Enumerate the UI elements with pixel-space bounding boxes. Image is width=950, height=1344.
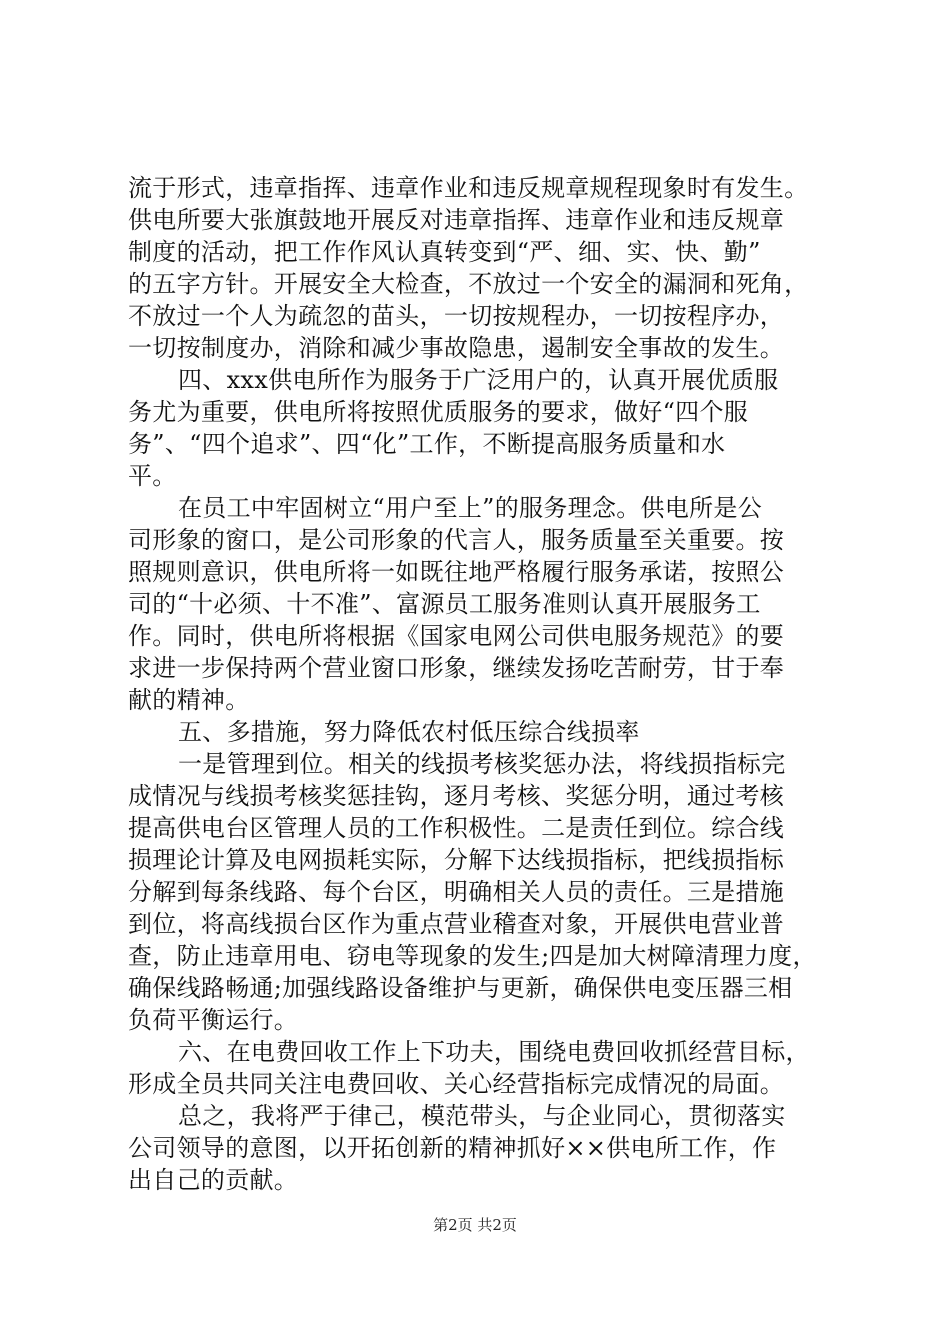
- text-line: 到位，将高线损台区作为重点营业稽查对象，开展供电营业普: [128, 910, 785, 938]
- text-line: 公司领导的意图，以开拓创新的精神抓好××供电所工作，作: [128, 1134, 777, 1162]
- text-line: 平。: [128, 462, 177, 490]
- text-line: 分解到每条线路、每个台区，明确相关人员的责任。三是措施: [128, 878, 785, 906]
- text-line: 的五字方针。开展安全大检查，不放过一个安全的漏洞和死角，: [128, 270, 809, 298]
- text-line: 损理论计算及电网损耗实际，分解下达线损指标，把线损指标: [128, 846, 785, 874]
- text-line: 务尤为重要，供电所将按照优质服务的要求，做好“四个服: [128, 398, 749, 426]
- document-body: [128, 172, 828, 1196]
- text-line: 制度的活动，把工作作风认真转变到“严、细、实、快、勤”: [128, 238, 761, 266]
- text-line: 查，防止违章用电、窃电等现象的发生;四是加大树障清理力度，: [128, 942, 817, 970]
- text-line: 出自己的贡献。: [128, 1166, 299, 1194]
- section-six-heading: 六、在电费回收工作上下功夫，围绕电费回收抓经营目标，: [178, 1038, 810, 1066]
- text-line: 供电所要大张旗鼓地开展反对违章指挥、违章作业和违反规章: [128, 206, 785, 234]
- text-line: 不放过一个人为疏忽的苗头，一切按规程办，一切按程序办，: [128, 302, 785, 330]
- text-line: 照规则意识，供电所将一如既往地严格履行服务承诺，按照公: [128, 558, 785, 586]
- section-five-heading: 五、多措施，努力降低农村低压综合线损率: [178, 718, 640, 746]
- text-line: 一切按制度办，消除和减少事故隐患，遏制安全事故的发生。: [128, 334, 785, 362]
- paragraph-start: 在员工中牢固树立“用户至上”的服务理念。供电所是公: [178, 494, 763, 522]
- text-line: 司形象的窗口，是公司形象的代言人，服务质量至关重要。按: [128, 526, 785, 554]
- text-line: 确保线路畅通;加强线路设备维护与更新，确保供电变压器三相: [128, 974, 793, 1002]
- text-line: 流于形式，违章指挥、违章作业和违反规章规程现象时有发生。: [128, 174, 809, 202]
- text-line: 形成全员共同关注电费回收、关心经营指标完成情况的局面。: [128, 1070, 785, 1098]
- text-line: 司的“十必须、十不准”、富源员工服务准则认真开展服务工: [128, 590, 761, 618]
- text-line: 务”、“四个追求”、四“化”工作，不断提高服务质量和水: [128, 430, 726, 458]
- page-number-footer: 第2页 共2页: [433, 1216, 517, 1234]
- text-line: 负荷平衡运行。: [128, 1006, 299, 1034]
- text-line: 献的精神。: [128, 686, 250, 714]
- text-line: 成情况与线损考核奖惩挂钩，逐月考核、奖惩分明，通过考核: [128, 782, 785, 810]
- section-four-heading: 四、xxx供电所作为服务于广泛用户的，认真开展优质服: [178, 366, 779, 394]
- text-line: 求进一步保持两个营业窗口形象，继续发扬吃苦耐劳，甘于奉: [128, 654, 785, 682]
- text-line: 提高供电台区管理人员的工作积极性。二是责任到位。综合线: [128, 814, 785, 842]
- text-line: 作。同时，供电所将根据《国家电网公司供电服务规范》的要: [128, 622, 785, 650]
- conclusion-start: 总之，我将严于律己，模范带头，与企业同心，贯彻落实: [178, 1102, 786, 1130]
- paragraph-start: 一是管理到位。相关的线损考核奖惩办法，将线损指标完: [178, 750, 786, 778]
